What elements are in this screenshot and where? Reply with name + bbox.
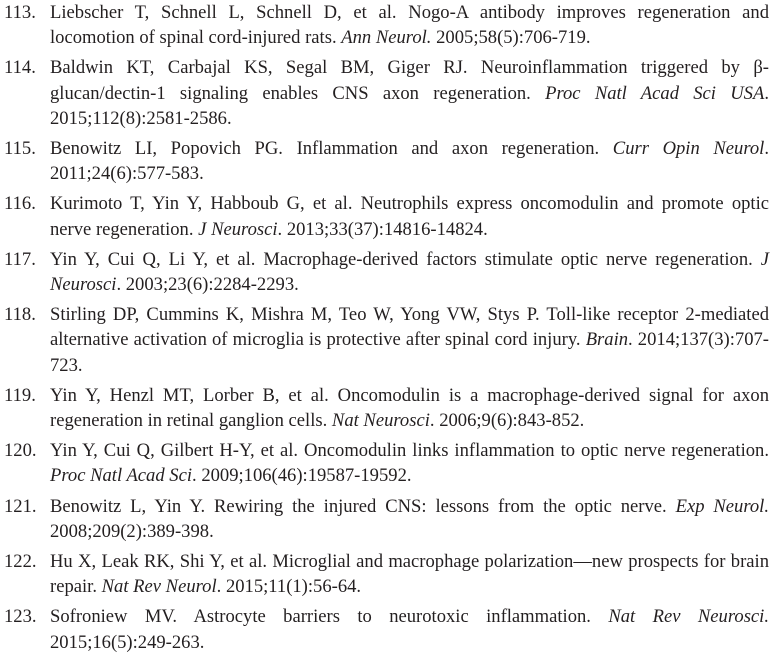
reference-text: [50, 0, 769, 50]
reference-item: [4, 136, 769, 186]
reference-item: [4, 302, 769, 378]
reference-list: [4, 0, 769, 660]
reference-number: 123.: [4, 606, 37, 628]
reference-journal: Brain: [585, 329, 629, 351]
reference-item: [4, 55, 769, 131]
reference-item: [4, 438, 769, 488]
reference-number: 114.: [4, 57, 36, 79]
reference-authors-title: Yin Y, Henzl MT, Lorber B, et al. Oncomodulin is a macrophage-derived signal for axon regeneration in retinal ganglion cells.: [50, 384, 769, 432]
reference-text: [50, 136, 769, 186]
reference-journal: Nat Neurosci: [331, 410, 430, 432]
reference-number: 120.: [4, 440, 37, 462]
reference-authors-title: Yin Y, Cui Q, Gilbert H-Y, et al. Oncomodulin links inflammation to optic nerve regeneration.: [50, 440, 769, 462]
reference-number: 113.: [4, 2, 36, 23]
reference-item: [4, 604, 769, 654]
reference-text: [50, 247, 769, 297]
reference-details: 2005;58(5):706-719.: [436, 27, 591, 49]
reference-details: . 2006;9(6):843-852.: [429, 410, 585, 432]
reference-item: [4, 549, 769, 599]
reference-item: [4, 0, 769, 50]
reference-journal: Ann Neurol.: [341, 27, 432, 49]
reference-text: [50, 302, 769, 378]
reference-authors-title: Sofroniew MV. Astrocyte barriers to neurotoxic inflammation.: [50, 606, 591, 628]
reference-number: 116.: [4, 193, 36, 215]
reference-number: 117.: [4, 248, 36, 270]
reference-text: [50, 494, 769, 544]
reference-details: . 2014;137(3):707-723.: [50, 329, 769, 376]
reference-details: . 2011;24(6):577-583.: [50, 138, 769, 185]
reference-text: [50, 549, 769, 599]
reference-authors-title: Hu X, Leak RK, Shi Y, et al. Microglial and macrophage polarization—new prospects for brain repair.: [50, 551, 769, 598]
reference-authors-title: Liebscher T, Schnell L, Schnell D, et al. Nogo-A antibody improves regeneration and locomotion of spinal cord-injured rats.: [50, 2, 769, 49]
reference-journal: Proc Natl Acad Sci USA: [545, 82, 765, 104]
reference-text: [50, 604, 769, 654]
reference-journal: Proc Natl Acad Sci: [50, 465, 193, 487]
reference-details: . 2015;11(1):56-64.: [216, 576, 362, 598]
reference-item: [4, 494, 769, 544]
reference-text: [50, 438, 769, 488]
reference-text: [50, 191, 769, 241]
reference-text: [50, 55, 769, 131]
reference-details: 2015;16(5):249-263.: [50, 631, 205, 653]
reference-details: . 2003;23(6):2284-2293.: [116, 274, 299, 296]
reference-journal: Nat Rev Neurosci.: [608, 606, 769, 628]
reference-number: 115.: [4, 138, 36, 160]
reference-journal: J Neurosci: [198, 218, 278, 240]
reference-details: 2008;209(2):389-398.: [50, 520, 214, 542]
reference-details: . 2013;33(37):14816-14824.: [277, 218, 488, 240]
reference-journal: Exp Neurol.: [675, 495, 769, 517]
reference-authors-title: Yin Y, Cui Q, Li Y, et al. Macrophage-derived factors stimulate optic nerve regeneration.: [50, 248, 753, 270]
reference-details: . 2009;106(46):19587-19592.: [192, 465, 412, 487]
reference-journal: Curr Opin Neurol: [612, 138, 765, 160]
reference-authors-title: Kurimoto T, Yin Y, Habboub G, et al. Neutrophils express oncomodulin and promote optic nerve regeneration.: [50, 193, 769, 240]
reference-item: [4, 383, 769, 433]
reference-number: 118.: [4, 304, 36, 326]
reference-authors-title: Benowitz LI, Popovich PG. Inflammation and axon regeneration.: [50, 138, 600, 160]
reference-number: 119.: [4, 384, 36, 406]
reference-item: [4, 247, 769, 297]
reference-text: [50, 383, 769, 433]
reference-item: [4, 191, 769, 241]
reference-number: 121.: [4, 495, 37, 517]
reference-authors-title: Stirling DP, Cummins K, Mishra M, Teo W, Yong VW, Stys P. Toll-like receptor 2-mediated alternative activation of microglia is protective after spinal cord injury.: [50, 304, 769, 351]
reference-authors-title: Benowitz L, Yin Y. Rewiring the injured CNS: lessons from the optic nerve.: [50, 495, 667, 517]
reference-journal: J Neurosci: [50, 248, 769, 296]
reference-journal: Nat Rev Neurol: [101, 576, 217, 598]
reference-authors-title: Baldwin KT, Carbajal KS, Segal BM, Giger RJ. Neuroinflammation triggered by β-glucan/dectin-1 signaling enables CNS axon regeneration.: [50, 57, 769, 104]
reference-number: 122.: [4, 551, 37, 573]
reference-details: . 2015;112(8):2581-2586.: [50, 82, 769, 129]
